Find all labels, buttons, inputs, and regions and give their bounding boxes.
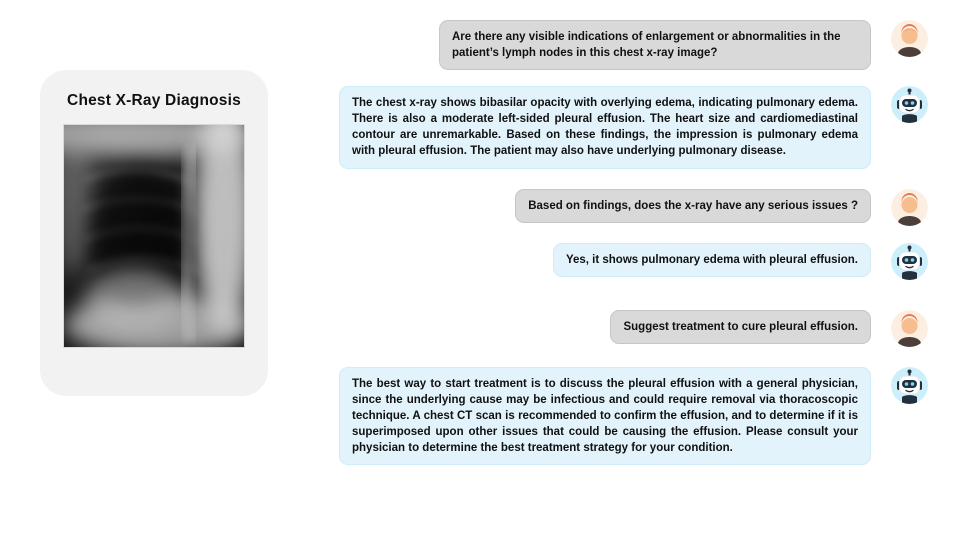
diagnosis-panel	[40, 70, 268, 396]
chat-row-user	[330, 20, 928, 70]
chat-row-bot	[330, 86, 928, 168]
chest-xray-image	[63, 124, 245, 348]
xray-illustration	[64, 125, 244, 347]
user-avatar-icon	[891, 189, 928, 226]
user-avatar-icon	[891, 310, 928, 347]
chat-row-user	[330, 189, 928, 226]
chat-bubble-bot: The best way to start treatment is to discuss the pleural effusion with a general physician, since the underlying cause may be infectious and could require removal via thoracoscopic technique. A chest CT scan is recommended to confirm the effusion, and to determine if it is superimposed upon other issues that could be causing the effusion. Please consult your physician to determine the best treatment strategy for your condition.	[339, 367, 871, 465]
page-title: Chest X-Ray Diagnosis	[67, 92, 241, 109]
bot-avatar-icon	[891, 367, 928, 404]
chat-bubble-bot: The chest x-ray shows bibasilar opacity with overlying edema, indicating pulmonary edema. There is also a moderate left-sided pleural effusion. The heart size and cardiomediastinal contour are unremarkable. Based on these findings, the impression is pulmonary edema with pleural effusion. The patient may also have underlying pulmonary disease.	[339, 86, 871, 168]
chat-bubble-user: Suggest treatment to cure pleural effusion.	[610, 310, 871, 344]
chat-row-bot	[330, 243, 928, 280]
chat-transcript	[330, 20, 928, 465]
bot-avatar-icon	[891, 86, 928, 123]
chat-bubble-user: Based on findings, does the x-ray have any serious issues ?	[515, 189, 871, 223]
chat-row-user	[330, 310, 928, 347]
user-avatar-icon	[891, 20, 928, 57]
chat-bubble-bot: Yes, it shows pulmonary edema with pleural effusion.	[553, 243, 871, 277]
chat-bubble-user: Are there any visible indications of enlargement or abnormalities in the patient’s lymph nodes in this chest x-ray image?	[439, 20, 871, 70]
bot-avatar-icon	[891, 243, 928, 280]
chat-row-bot	[330, 367, 928, 465]
